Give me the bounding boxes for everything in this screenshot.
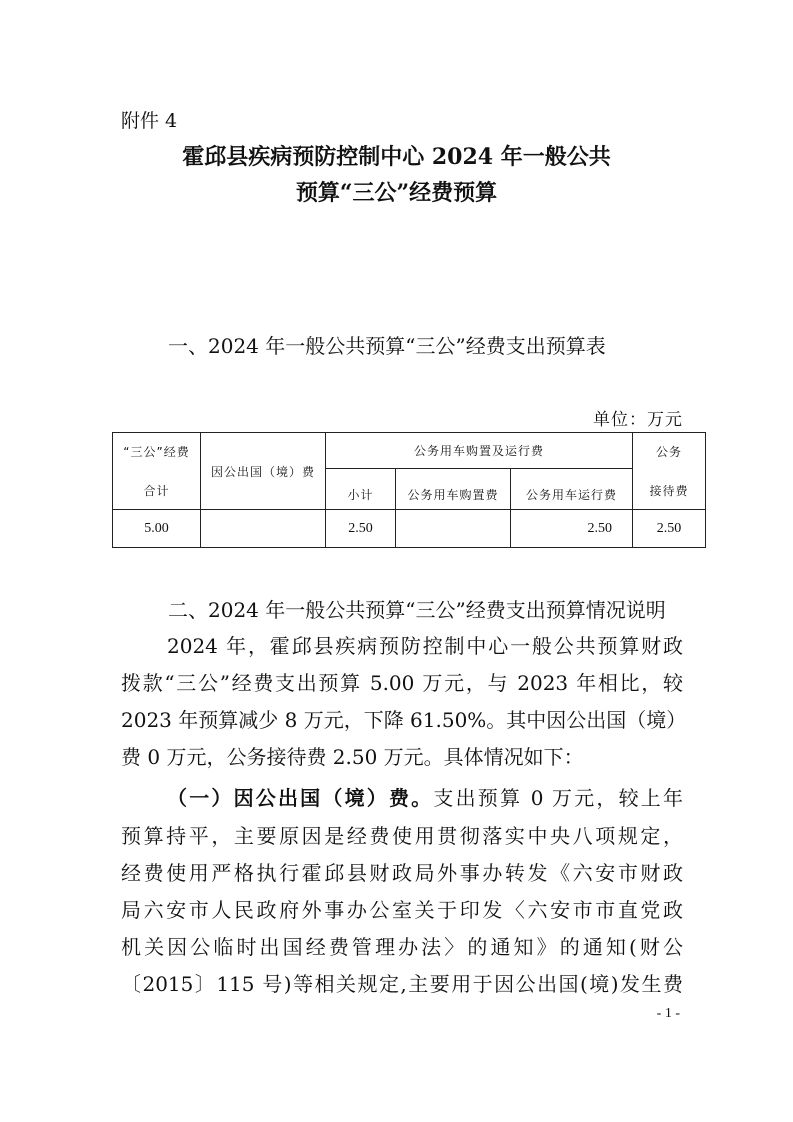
paragraph-line: 预算持平，主要原因是经费使用贯彻落实中央八项规定， (121, 824, 683, 848)
document-title-line-2: 预算“三公”经费预算 (295, 180, 498, 206)
header-car: 公务用车购置及运行费 (326, 433, 633, 469)
header-car-purchase: 公务用车购置费 (396, 469, 511, 510)
paragraph-line: 拨款“三公”经费支出预算 5.00 万元，与 2023 年相比，较 (121, 671, 683, 695)
subsection1-first-line: （一）因公出国（境）费。支出预算 0 万元，较上年 (167, 786, 683, 810)
annex-label: 附件 4 (121, 110, 178, 132)
cell-abroad (201, 510, 326, 548)
section2-heading: 二、2024 年一般公共预算“三公”经费支出预算情况说明 (168, 598, 666, 622)
table-row (113, 510, 706, 548)
section1-heading: 一、2024 年一般公共预算“三公”经费支出预算表 (168, 334, 606, 358)
cell-car-subtotal: 2.50 (326, 510, 396, 548)
document-title-line-1: 霍邱县疾病预防控制中心 2024 年一般公共 (182, 144, 611, 170)
cell-car-operation: 2.50 (511, 510, 633, 548)
paragraph-line: 费 0 万元，公务接待费 2.50 万元。具体情况如下： (121, 745, 584, 769)
paragraph-line: 2023 年预算减少 8 万元，下降 61.50%。其中因公出国（境） (121, 708, 687, 732)
unit-label: 单位：万元 (593, 410, 683, 430)
page-number: - 1 - (656, 1006, 680, 1021)
paragraph-line: 2024 年，霍邱县疾病预防控制中心一般公共预算财政 (167, 634, 683, 658)
budget-table (112, 432, 706, 548)
header-car-operation: 公务用车运行费 (511, 469, 633, 510)
paragraph-line: 机关因公临时出国经费管理办法〉的通知》的通知(财公 (121, 935, 683, 959)
header-car-subtotal: 小计 (326, 469, 396, 510)
paragraph-line: 经费使用严格执行霍邱县财政局外事办转发《六安市财政 (121, 861, 683, 885)
subsection1-title: （一）因公出国（境）费。 (167, 786, 434, 810)
paragraph-line: 局六安市人民政府外事办公室关于印发〈六安市市直党政 (121, 898, 683, 922)
cell-car-purchase (396, 510, 511, 548)
header-reception: 公务 接待费 (633, 433, 706, 510)
paragraph-line: 〔2015〕115 号)等相关规定,主要用于因公出国(境)发生费 (121, 972, 683, 996)
cell-total: 5.00 (113, 510, 201, 548)
header-abroad: 因公出国（境）费 (201, 433, 326, 510)
cell-reception: 2.50 (633, 510, 706, 548)
header-total: “三公”经费 合计 (113, 433, 201, 510)
